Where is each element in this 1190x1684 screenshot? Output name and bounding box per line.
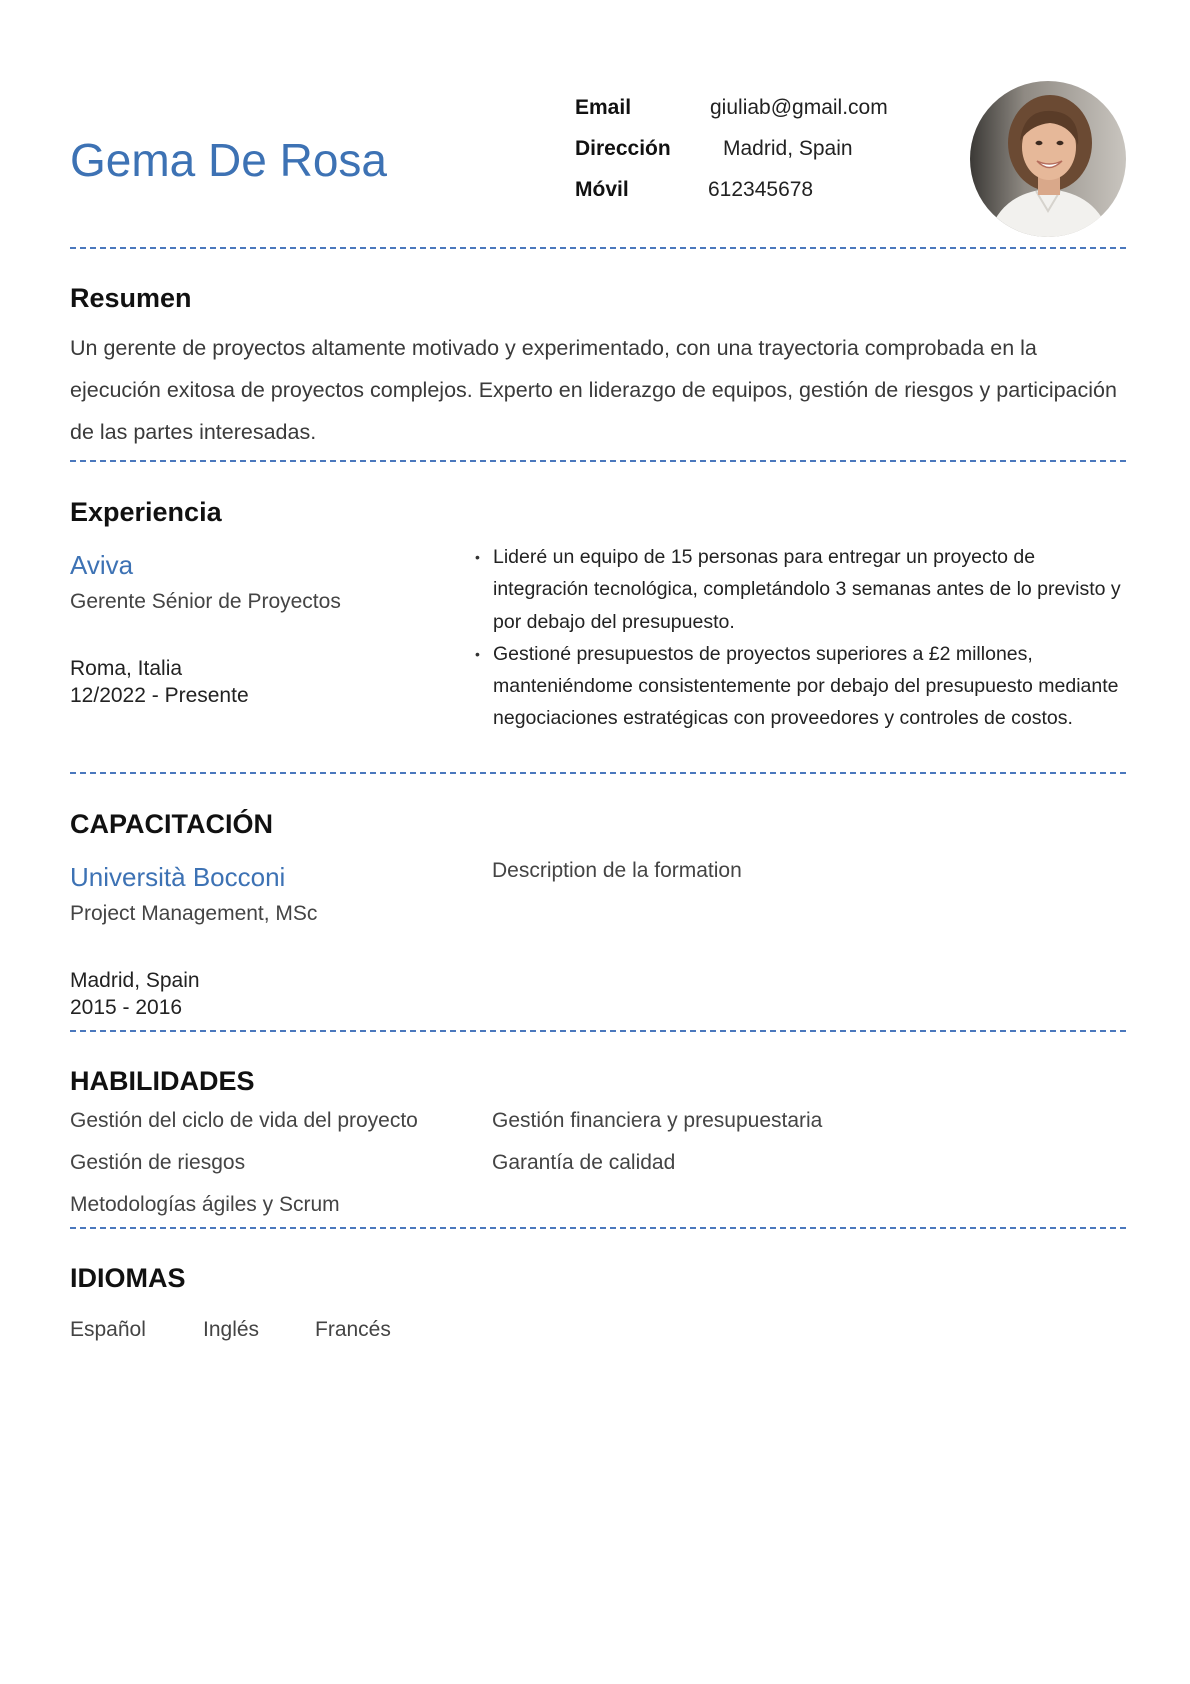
experience-company: Aviva (70, 550, 134, 580)
skill-item: Garantía de calidad (492, 1151, 676, 1174)
language-item: Francés (315, 1318, 391, 1341)
divider (70, 772, 1126, 774)
profile-photo (970, 81, 1126, 237)
skill-item: Metodologías ágiles y Scrum (70, 1193, 340, 1216)
experience-bullets (475, 541, 1125, 735)
summary-title: Resumen (70, 283, 192, 313)
divider (70, 460, 1126, 462)
profile-photo-image (970, 81, 1126, 237)
experience-bullet: • Gestioné presupuestos de proyectos superiores a £2 millones, manteniéndome consistentemente por debajo del presupuesto mediante negociaciones estratégicas con proveedores y controles de costos. (475, 638, 1125, 735)
education-title: CAPACITACIÓN (70, 809, 273, 839)
contact-email-label: Email (575, 96, 632, 119)
contact-phone-value: 612345678 (708, 178, 814, 201)
contact-phone (575, 175, 955, 205)
skill-item: Gestión financiera y presupuestaria (492, 1109, 823, 1132)
resume-page (70, 0, 1126, 1684)
candidate-name: Gema De Rosa (70, 134, 388, 186)
experience-title: Experiencia (70, 497, 222, 527)
skill-item: Gestión del ciclo de vida del proyecto (70, 1109, 418, 1132)
contact-email-value[interactable]: giuliab@gmail.com (710, 96, 888, 119)
summary-text: Un gerente de proyectos altamente motivado y experimentado, con una trayectoria comprobada en la ejecución exitosa de proyectos complejos. Experto en liderazgo de equipos, gestión de riesgos y participación de las partes interesadas. (70, 336, 1117, 444)
contact-address (575, 134, 955, 164)
experience-role: Gerente Sénior de Proyectos (70, 590, 341, 613)
language-item: Español (70, 1318, 146, 1341)
skill-item: Gestión de riesgos (70, 1151, 246, 1174)
education-description: Description de la formation (492, 859, 742, 882)
experience-dates: 12/2022 - Presente (70, 684, 249, 707)
education-location: Madrid, Spain (70, 969, 200, 992)
contact-address-label: Dirección (575, 137, 671, 160)
contact-phone-label: Móvil (575, 178, 629, 201)
language-item: Inglés (203, 1318, 260, 1341)
education-school: Università Bocconi (70, 862, 286, 892)
divider (70, 1227, 1126, 1229)
contact-email (575, 93, 955, 123)
education-dates: 2015 - 2016 (70, 996, 183, 1019)
education-degree: Project Management, MSc (70, 902, 318, 925)
divider (70, 247, 1126, 249)
skills-title: HABILIDADES (70, 1066, 255, 1096)
contact-address-value: Madrid, Spain (723, 137, 853, 160)
experience-bullet: • Lideré un equipo de 15 personas para entregar un proyecto de integración tecnológica, completándolo 3 semanas antes de lo previsto y por debajo del presupuesto. (475, 541, 1125, 638)
divider (70, 1030, 1126, 1032)
experience-location: Roma, Italia (70, 657, 183, 680)
languages-title: IDIOMAS (70, 1263, 186, 1293)
